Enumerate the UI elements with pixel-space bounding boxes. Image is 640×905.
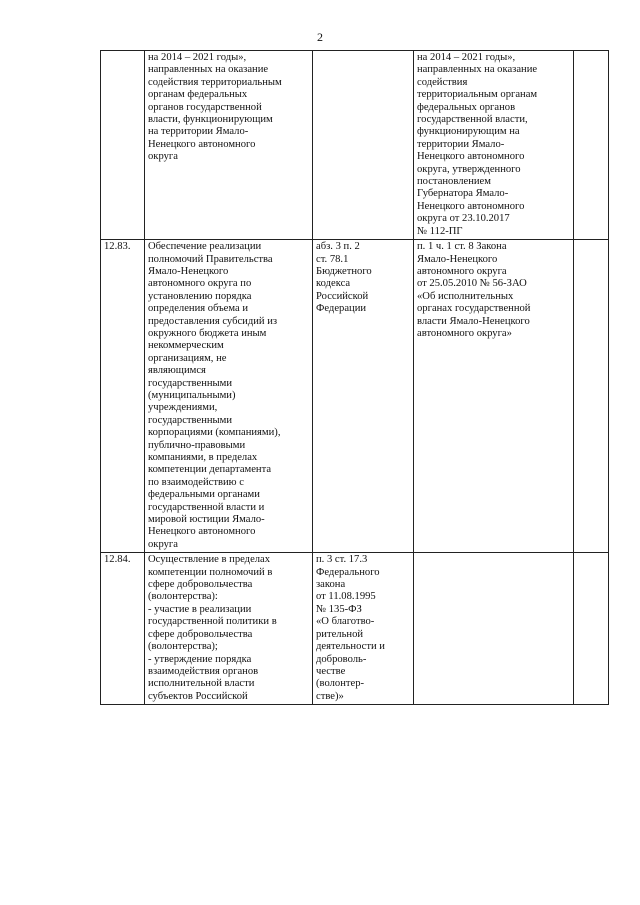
function-text: Осуществление в пределах компетенции полномочий в сфере добровольчества (волонтерства): - участие в реализации государственной политики в сфере добровольчества (волонтерства); - утверждение порядка взаимодействия органов исполнительной власти субъектов Российской <box>148 554 277 702</box>
row-number-cell <box>101 553 145 705</box>
note-cell <box>574 51 609 240</box>
function-cell <box>145 51 313 240</box>
federal-basis-cell <box>313 51 414 240</box>
regional-basis-cell <box>414 51 574 240</box>
regional-basis-text: на 2014 – 2021 годы», направленных на оказание содействия территориальным органам федеральных органов государственной власти, функционирующим на территории Ямало- Ненецкого автономного округа, утвержденного постановлением Губернатора Ямало- Ненецкого автономного округа от 23.10.2017 № 112-ПГ <box>417 52 538 237</box>
regional-basis-cell <box>414 240 574 553</box>
page-number: 2 <box>317 30 323 44</box>
row-number-cell <box>101 51 145 240</box>
row-number: 12.84. <box>104 554 131 566</box>
federal-basis-cell <box>313 240 414 553</box>
regional-basis-cell <box>414 553 574 705</box>
table-row <box>101 240 609 553</box>
regional-basis-text: п. 1 ч. 1 ст. 8 Закона Ямало-Ненецкого автономного округа от 25.05.2010 № 56-ЗАО «Об исполнительных органах государственной власти Ямало-Ненецкого автономного округа» <box>417 241 531 339</box>
row-number-cell <box>101 240 145 553</box>
federal-basis-text: п. 3 ст. 17.3 Федерального закона от 11.08.1995 № 135-ФЗ «О благотво- рительной деятельности и доброволь- честве (волонтер- стве)» <box>316 554 385 702</box>
note-cell <box>574 553 609 705</box>
function-cell <box>145 240 313 553</box>
federal-basis-cell <box>313 553 414 705</box>
function-text: на 2014 – 2021 годы», направленных на оказание содействия территориальным органам федеральных органов государственной власти, функционирующим на территории Ямало- Ненецкого автономного округа <box>148 52 282 163</box>
table-row <box>101 51 609 240</box>
function-text: Обеспечение реализации полномочий Правительства Ямало-Ненецкого автономного округа по установлению порядка определения объема и предоставления субсидий из окружного бюджета иным некоммерческим организациям, не являющимся государственными (муниципальными) учреждениями, государственными корпорациями (компаниями), публично-правовыми компаниями, в пределах компетенции департамента по взаимодействию с федеральными органами государственной власти и мировой юстиции Ямало- Ненецкого автономного округа <box>148 241 281 550</box>
federal-basis-text: абз. 3 п. 2 ст. 78.1 Бюджетного кодекса Российской Федерации <box>316 241 372 315</box>
function-cell <box>145 553 313 705</box>
note-cell <box>574 240 609 553</box>
row-number: 12.83. <box>104 241 131 253</box>
functions-table <box>100 50 609 705</box>
table-row <box>101 553 609 705</box>
